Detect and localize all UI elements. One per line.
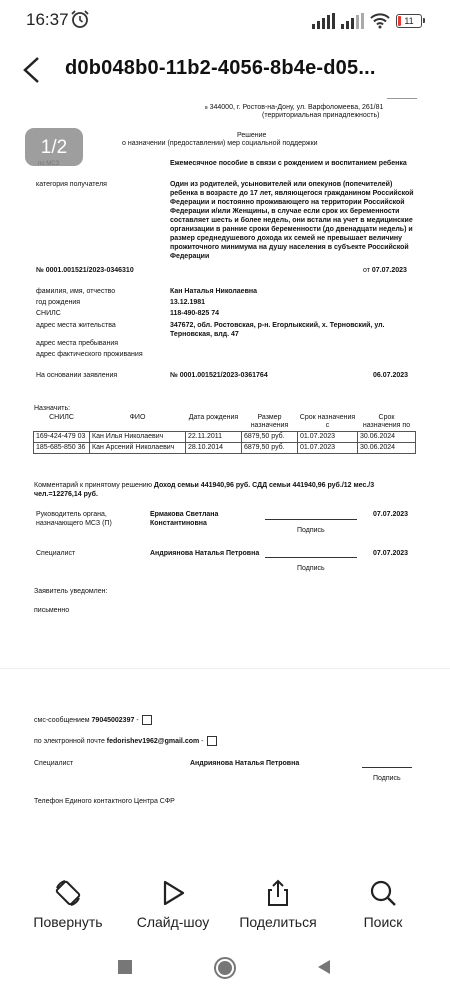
document-page-2 [0, 670, 450, 870]
assignment-table [33, 413, 416, 454]
basis-label: На основании заявления [36, 372, 118, 379]
snils-label: СНИЛС [36, 310, 61, 317]
residence-value: 347672, обл. Ростовская, р-н. Егорлыкский, х. Терновский, ул. Терновская, влд. 47 [170, 322, 385, 338]
table-cell: 30.06.2024 [358, 443, 416, 454]
table-cell: 22.11.2011 [186, 432, 242, 443]
decision-number: № 0001.001521/2023-0346310 [36, 267, 134, 274]
status-time: 16:37 [26, 10, 69, 29]
category-text: Один из родителей, усыновителей или опекунов (попечителей) ребенка в возрасте до 17 лет, являющегося гражданином Российской Федерации и постоянно проживающего на территории Российской Федерации и/или Женщины, в случае если срок их беременности составляет шесть и более недель, они встали на учет в медицинские организации в ранние сроки беременности (до двенадцати недель) и размер среднедушевого дохода их семей не превышает величину прожиточного минимума на душу населения в субъекте Российской Федерации [170, 181, 414, 260]
spec-date: 07.07.2023 [373, 550, 409, 557]
table-row [34, 443, 416, 454]
table-cell: Кан Арсений Николаевич [90, 443, 186, 454]
slideshow-button[interactable] [123, 878, 223, 930]
table-cell: 6879,50 руб. [242, 432, 298, 443]
table-cell: 01.07.2023 [298, 443, 358, 454]
alarm-icon [70, 9, 90, 29]
fio-label: фамилия, имя, отчество [36, 288, 116, 295]
head-date: 07.07.2023 [373, 511, 409, 518]
table-cell: Кан Илья Николаевич [90, 432, 186, 443]
head-name: Ермакова Светлана Константиновна [150, 511, 219, 527]
signature-label: Подпись [373, 775, 401, 782]
slideshow-label: Слайд-шоу [136, 914, 210, 930]
decision-date: от 07.07.2023 [363, 267, 407, 274]
table-header: СНИЛС [34, 413, 90, 432]
sms-line: смс-сообщением 79045002397 - [34, 715, 152, 725]
battery-level: 11 [404, 16, 414, 26]
title-bar [0, 45, 450, 95]
signal-icon [312, 13, 335, 29]
table-cell: 6879,50 руб. [242, 443, 298, 454]
nav-home-icon[interactable] [213, 956, 237, 980]
document-title: d0b048b0-11b2-4056-8b4e-d05... [65, 57, 376, 79]
birth-value: 13.12.1981 [170, 299, 206, 306]
back-arrow-icon[interactable] [20, 55, 44, 85]
page-separator [0, 668, 450, 669]
bottom-toolbar [0, 870, 450, 940]
divider [387, 98, 417, 99]
phone-label: Телефон Единого контактного Центра СФР [34, 798, 175, 805]
battery-icon [396, 14, 422, 28]
document-page-1 [0, 95, 450, 665]
signature-label: Подпись [297, 565, 325, 572]
rotate-icon [53, 878, 83, 908]
table-cell: 185-685-850 36 [34, 443, 90, 454]
search-button[interactable] [333, 878, 433, 930]
fio-value: Кан Наталья Николаевна [170, 288, 258, 295]
table-row [34, 432, 416, 443]
benefit-name: Ежемесячное пособие в связи с рождением и воспитанием ребенка [170, 160, 407, 167]
navigation-bar [0, 945, 450, 995]
residence-label: адрес места жительства [36, 322, 116, 329]
address-line: в 344000, г. Ростов-на-Дону, ул. Варфоломеева, 261/81 [205, 104, 384, 111]
actual-label: адрес фактического проживания [36, 351, 143, 358]
search-label: Поиск [363, 914, 403, 930]
signature-label: Подпись [297, 527, 325, 534]
assign-label: Назначить: [34, 405, 71, 412]
table-header: Дата рождения [186, 413, 242, 432]
play-icon [158, 878, 188, 908]
table-cell: 28.10.2014 [186, 443, 242, 454]
search-icon [368, 878, 398, 908]
notified-label: Заявитель уведомлен: [34, 588, 108, 595]
share-label: Поделиться [239, 914, 317, 930]
page-badge-sub: по МСЗ [38, 161, 60, 167]
stay-label: адрес места пребывания [36, 340, 119, 347]
spec-label: Специалист [34, 760, 74, 767]
decision-title: Решение [237, 132, 267, 139]
basis-date: 06.07.2023 [373, 372, 409, 379]
spec-name: Андриянова Наталья Петровна [150, 550, 260, 557]
table-header: ФИО [90, 413, 186, 432]
rotate-label: Повернуть [33, 914, 103, 930]
spec-name: Андриянова Наталья Петровна [190, 760, 300, 767]
table-cell: 30.06.2024 [358, 432, 416, 443]
table-header-row [34, 413, 416, 432]
signature-line [265, 557, 357, 558]
table-header: Срок назначения по [358, 413, 416, 432]
table-header: Срок назначения с [298, 413, 358, 432]
written-label: письменно [34, 607, 70, 614]
comment: Комментарий к принятому решению Доход семьи 441940,96 руб. СДД семьи 441940,96 руб./12 мес./3 чел.=12276,14 руб. [34, 482, 375, 498]
table-header: Размер назначения [242, 413, 298, 432]
email-line: по электронной почте fedorishev1962@gmail.com - [34, 736, 217, 746]
email-checkbox[interactable] [207, 736, 217, 746]
snils-value: 118-490-825 74 [170, 310, 220, 317]
page-badge: 1/2 [25, 128, 83, 166]
decision-subtitle: о назначении (предоставлении) мер социальной поддержки [122, 140, 318, 147]
address-sub: (территориальная принадлежность) [262, 112, 380, 119]
sms-checkbox[interactable] [142, 715, 152, 725]
nav-square-icon[interactable] [117, 959, 133, 975]
basis-number: № 0001.001521/2023-0361764 [170, 372, 268, 379]
signature-line [362, 767, 412, 768]
rotate-button[interactable] [18, 878, 118, 930]
nav-back-icon[interactable] [316, 959, 332, 975]
table-cell: 169-424-479 03 [34, 432, 90, 443]
share-button[interactable] [228, 878, 328, 930]
signature-line [265, 519, 357, 520]
wifi-icon [370, 13, 390, 29]
spec-label: Специалист [36, 550, 76, 557]
category-label: категория получателя [36, 181, 107, 188]
head-label: Руководитель органа, назначающего МСЗ (П) [36, 511, 112, 527]
birth-label: год рождения [36, 299, 81, 306]
table-cell: 01.07.2023 [298, 432, 358, 443]
signal-icon [341, 13, 364, 29]
share-icon [263, 878, 293, 908]
status-bar [0, 0, 450, 42]
